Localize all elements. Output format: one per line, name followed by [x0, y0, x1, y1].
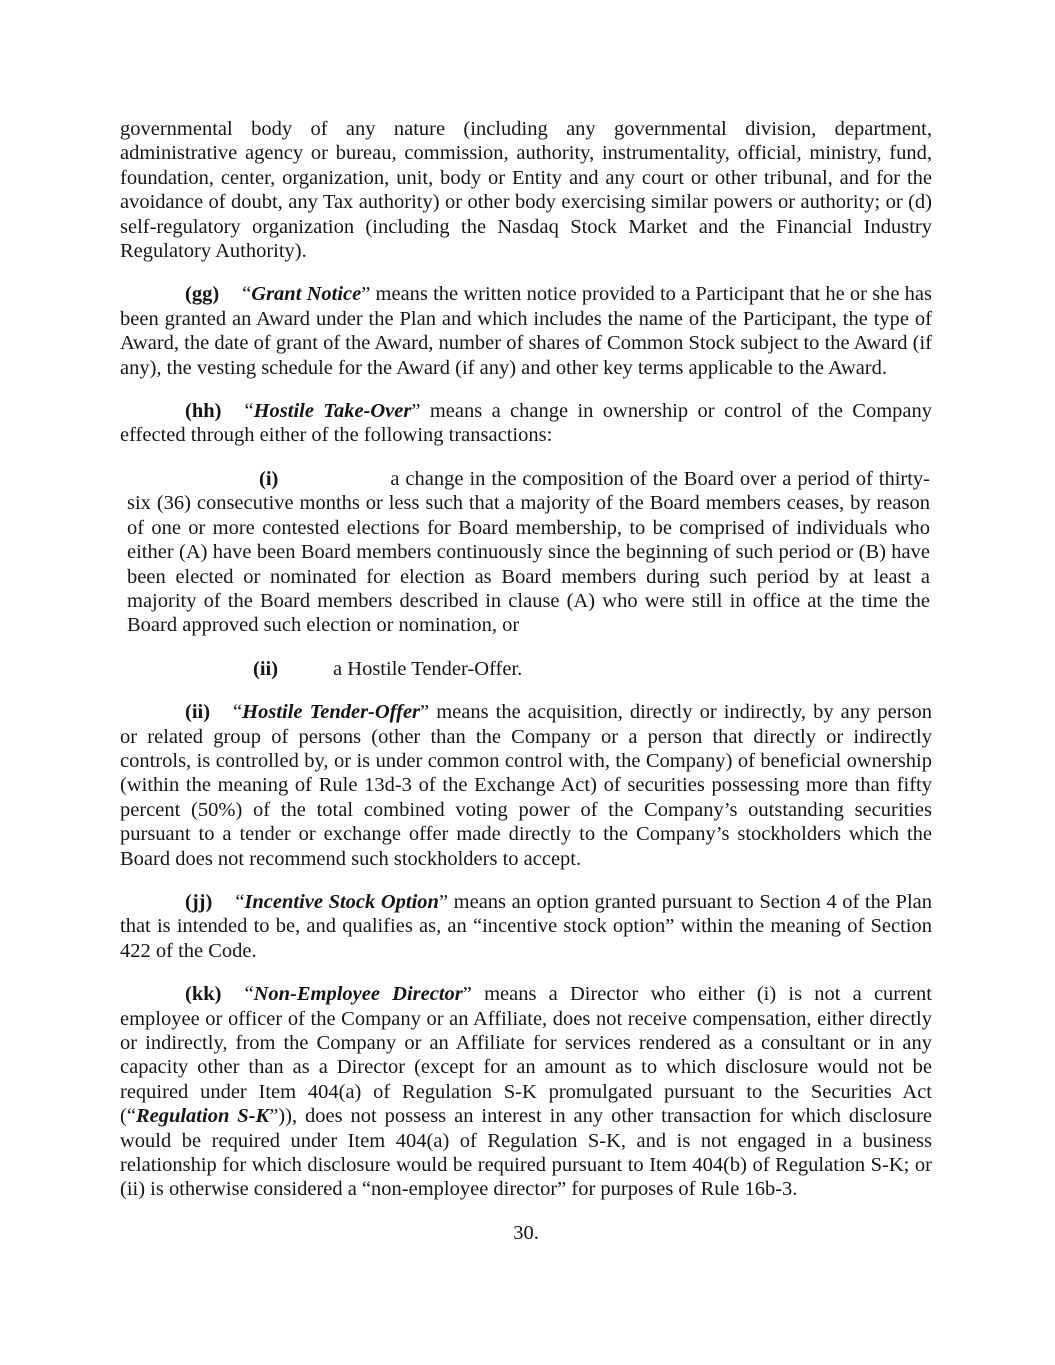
defined-term: Grant Notice	[251, 283, 362, 306]
text-run: “	[235, 890, 245, 913]
text-run: “	[242, 283, 252, 306]
text-run: “	[244, 983, 254, 1006]
paragraph-jj	[120, 890, 932, 963]
paragraph-ii	[120, 700, 932, 871]
paragraph-hh-i	[127, 467, 930, 638]
defined-term: Non-Employee Director	[253, 983, 463, 1006]
text-run: “	[233, 701, 243, 724]
defined-term: Incentive Stock Option	[244, 890, 439, 913]
paragraph-label: (gg)	[185, 283, 220, 306]
paragraph-label: (ii)	[185, 701, 211, 724]
text-run: “	[244, 400, 254, 423]
paragraph-kk	[120, 982, 932, 1202]
text-run: a change in the composition of the Board over a period of thirty-six (36) consecutive months or less such that a majority of the Board members ceases, by reason of one or more contested elections for Board membership, to be comprised of individuals who either (A) have been Board members continuously since the beginning of such period or (B) have been elected or nominated for election as Board members during such period by at least a majority of the Board members described in clause (A) who were still in office at the time the Board approved such election or nomination, or	[127, 467, 930, 637]
paragraph-label: (ii)	[253, 657, 279, 680]
defined-term: Hostile Tender-Offer	[242, 701, 421, 724]
paragraph-label: (i)	[259, 467, 279, 490]
text-run: ”)), does not possess an interest in any other transaction for which disclosure would be required under Item 404(a) of Regulation S-K, and is not engaged in a business relationship for which disclosure would be required pursuant to Item 404(b) of Regulation S-K; or (ii) is otherwise considered a “non-employee director” for purposes of Rule 16b-3.	[120, 1105, 932, 1201]
text-run: ” means the acquisition, directly or indirectly, by any person or related group of persons (other than the Company or a person that directly or indirectly controls, is controlled by, or is under common control with, the Company) of beneficial ownership (within the meaning of Rule 13d-3 of the Exchange Act) of securities possessing more than fifty percent (50%) of the total combined voting power of the Company’s outstanding securities pursuant to a tender or exchange offer made directly to the Company’s stockholders which the Board does not recommend such stockholders to accept.	[120, 701, 932, 870]
paragraph-continuation	[120, 117, 932, 263]
text-run: ” means a Director who either (i) is not a current employee or officer of the Company or an Affiliate, does not receive compensation, either directly or indirectly, from the Company or an Affiliate for services rendered as a consultant or in any capacity other than as a Director (except for an amount as to which disclosure would not be required under Item 404(a) of Regulation S-K promulgated pursuant to the Securities Act (“	[120, 983, 932, 1128]
paragraph-label: (hh)	[185, 400, 222, 423]
paragraph-hh	[120, 399, 932, 448]
paragraph-hh-ii	[120, 657, 932, 681]
page-number: 30.	[513, 1221, 539, 1244]
defined-term: Regulation S-K	[135, 1105, 270, 1128]
paragraph-label: (jj)	[185, 890, 213, 913]
text-run: ” means an option granted pursuant to Section 4 of the Plan that is intended to be, and qualifies as, an “incentive stock option” within the meaning of Section 422 of the Code.	[120, 890, 933, 962]
document-body	[120, 117, 932, 1202]
paragraph-label: (kk)	[185, 983, 222, 1006]
text-run: a Hostile Tender-Offer.	[333, 657, 523, 680]
defined-term: Hostile Take-Over	[253, 400, 412, 423]
text-run: governmental body of any nature (including any governmental division, department, administrative agency or bureau, commission, authority, instrumentality, official, ministry, fund, foundation, center, organization, unit, body or Entity and any court or other tribunal, and for the avoidance of doubt, any Tax authority) or other body exercising similar powers or authority; or (d) self-regulatory organization (including the Nasdaq Stock Market and the Financial Industry Regulatory Authority).	[120, 118, 932, 263]
paragraph-gg	[120, 282, 932, 380]
text-run: ” means the written notice provided to a Participant that he or she has been granted an Award under the Plan and which includes the name of the Participant, the type of Award, the date of grant of the Award, number of shares of Common Stock subject to the Award (if any), the vesting schedule for the Award (if any) and other key terms applicable to the Award.	[120, 283, 932, 379]
text-run: ” means a change in ownership or control of the Company effected through either of the following transactions:	[120, 400, 932, 447]
